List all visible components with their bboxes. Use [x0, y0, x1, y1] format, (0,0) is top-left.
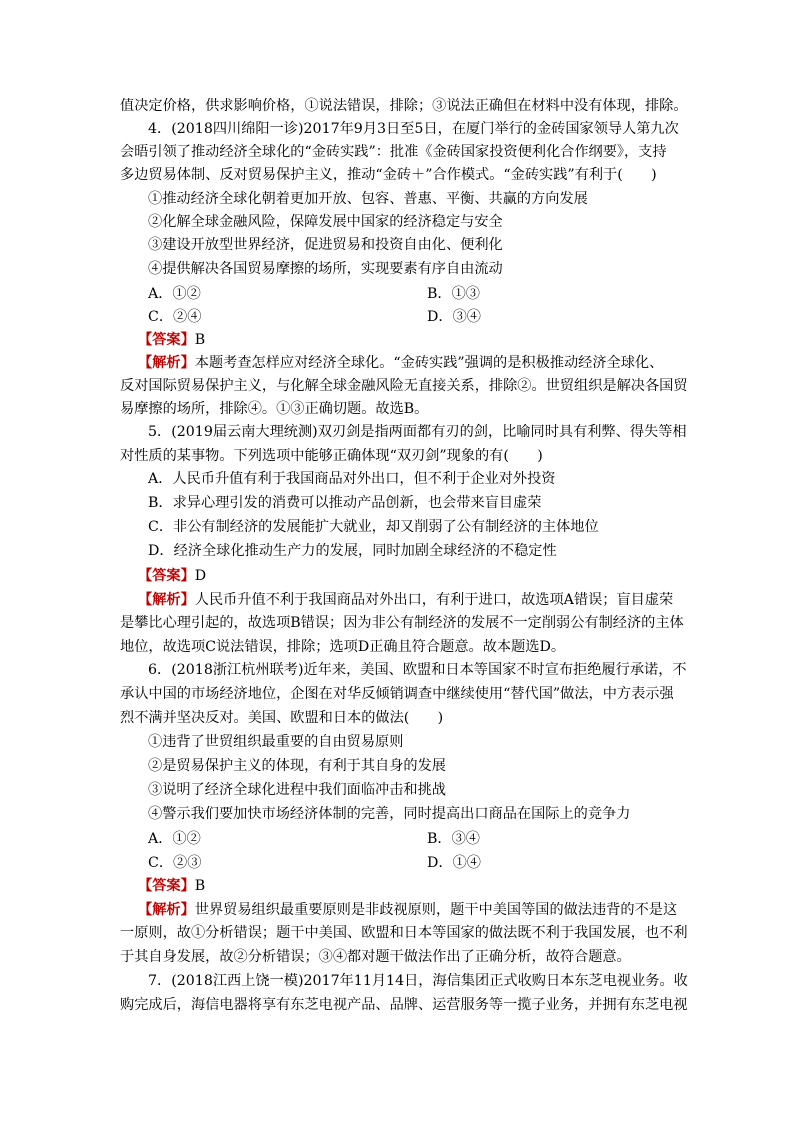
q4-stem-line-3: 多边贸易体制、反对贸易保护主义，推动“金砖＋”合作模式。“金砖实践”有利于( ) [120, 167, 657, 183]
q4-stem-line-1: 4．(2018四川绵阳一诊)2017年9月3日至5日，在厦门举行的金砖国家领导人第九次 [148, 121, 679, 137]
q5-analysis-line-3: 地位，故选项C说法错误，排除；选项D正确且符合题意。故本题选D。 [120, 639, 566, 655]
q5-analysis-text-1: 人民币升值不利于我国商品对外出口，有利于进口，故选项A错误；盲目虚荣 [194, 592, 674, 608]
q6-option-a: A．①② [148, 831, 201, 847]
q5-option-d: D．经济全球化推动生产力的发展，同时加剧全球经济的不稳定性 [148, 543, 557, 559]
q4-analysis-line-3: 易摩擦的场所，排除④。①③正确切题。故选B。 [120, 401, 429, 417]
q6-stem-line-3: 烈不满并坚决反对。美国、欧盟和日本的做法( ) [120, 710, 444, 726]
analysis-tag: 【解析】 [138, 592, 195, 608]
q5-option-c: C．非公有制经济的发展能扩大就业，却又削弱了公有制经济的主体地位 [148, 519, 599, 535]
q4-statement-3: ③建设开放型世界经济，促进贸易和投资自由化、便利化 [148, 237, 503, 253]
q5-option-a: A．人民币升值有利于我国商品对外出口，但不利于企业对外投资 [148, 471, 556, 487]
q6-stem-line-1: 6．(2018浙江杭州联考)近年来，美国、欧盟和日本等国家不时宣布拒绝履行承诺，不 [148, 662, 687, 678]
q4-answer [138, 329, 205, 352]
q5-analysis-line-2: 是攀比心理引起的，故选项B错误；因为非公有制经济的发展不一定削弱公有制经济的主体 [120, 615, 684, 631]
q6-analysis-line-3: 于其自身发展，故②分析错误；③④都对题干做法作出了正确分析，故符合题意。 [120, 949, 631, 965]
q6-statement-1: ①违背了世贸组织最重要的自由贸易原则 [148, 734, 404, 750]
q6-analysis-text-1: 世界贸易组织最重要原则是非歧视原则，题干中美国等国的做法违背的不是这 [194, 902, 678, 918]
q4-option-b: B．①③ [427, 286, 480, 302]
q6-option-d: D．①④ [427, 855, 481, 871]
q6-options-row-1 [0, 828, 794, 851]
q4-answer-value: B [194, 332, 206, 348]
answer-tag: 【答案】 [138, 332, 195, 348]
analysis-tag: 【解析】 [138, 355, 195, 371]
q4-stem-line-2: 会晤引领了推动经济全球化的“金砖实践”：批准《金砖国家投资便利化合作纲要》，支持 [120, 144, 667, 160]
q5-option-b: B．求异心理引发的消费可以推动产品创新，也会带来盲目虚荣 [148, 495, 542, 511]
q6-option-c: C．②③ [148, 855, 202, 871]
q6-stem-line-2: 承认中国的市场经济地位，企图在对华反倾销调查中继续使用“替代国”做法，中方表示强 [120, 686, 674, 702]
q5-answer-value: D [194, 568, 207, 584]
q7-stem-line-2: 购完成后，海信电器将享有东芝电视产品、品牌、运营服务等一揽子业务，并拥有东芝电视 [120, 997, 688, 1013]
q4-analysis-line-1 [138, 352, 663, 375]
q6-statement-4: ④警示我们要加快市场经济体制的完善，同时提高出口商品在国际上的竞争力 [148, 806, 631, 822]
q6-analysis-line-2: 一原则，故①分析错误；题干中美国、欧盟和日本等国家的做法既不利于我国发展，也不利 [120, 925, 688, 941]
answer-tag: 【答案】 [138, 878, 195, 894]
answer-tag: 【答案】 [138, 568, 195, 584]
q5-stem-line-2: 对性质的某事物。下列选项中能够正确体现“双刃剑”现象的有( ) [120, 448, 543, 464]
q4-option-a: A．①② [148, 286, 201, 302]
q4-option-d: D．③④ [427, 309, 481, 325]
q6-statement-3: ③说明了经济全球化进程中我们面临冲击和挑战 [148, 782, 446, 798]
q4-option-c: C．②④ [148, 309, 202, 325]
q6-answer [138, 875, 205, 898]
q4-statement-2: ②化解全球金融风险，保障发展中国家的经济稳定与安全 [148, 214, 503, 230]
q7-stem-line-1: 7．(2018江西上饶一模)2017年11月14日，海信集团正式收购日本东芝电视业务。收 [148, 973, 688, 989]
q4-statement-4: ④提供解决各国贸易摩擦的场所，实现要素有序自由流动 [148, 261, 503, 277]
q4-analysis-text-1: 本题考查怎样应对经济全球化。“金砖实践”强调的是积极推动经济全球化、 [194, 355, 664, 371]
q6-analysis-line-1 [138, 899, 677, 922]
q3-analysis-tail: 值决定价格，供求影响价格，①说法错误，排除；③说法正确但在材料中没有体现，排除。 [120, 98, 688, 114]
q5-answer [138, 565, 206, 588]
q6-options-row-2 [0, 852, 794, 875]
q4-statement-1: ①推动经济全球化朝着更加开放、包容、普惠、平衡、共赢的方向发展 [148, 191, 588, 207]
q5-stem-line-1: 5．(2019届云南大理统测)双刃剑是指两面都有刃的剑，比喻同时具有利弊、得失等相 [148, 424, 687, 440]
q6-answer-value: B [194, 878, 206, 894]
q4-options-row-1 [0, 283, 794, 306]
q5-analysis-line-1 [138, 589, 673, 612]
q6-statement-2: ②是贸易保护主义的体现，有利于其自身的发展 [148, 758, 446, 774]
q4-analysis-line-2: 反对国际贸易保护主义，与化解全球金融风险无直接关系，排除②。世贸组织是解决各国贸 [120, 378, 688, 394]
analysis-tag: 【解析】 [138, 902, 195, 918]
q6-option-b: B．③④ [427, 831, 480, 847]
q4-options-row-2 [0, 306, 794, 329]
